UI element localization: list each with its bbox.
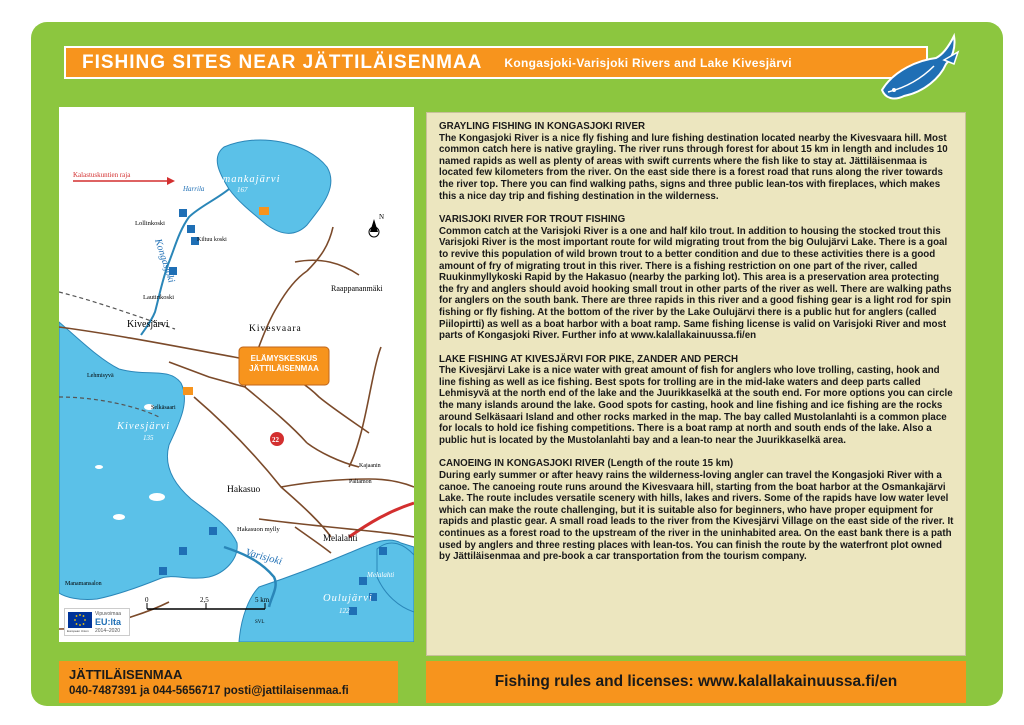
footer-contact-box — [59, 661, 398, 703]
footer-rules-box — [426, 661, 966, 703]
scale-5-label: 5 km — [255, 596, 270, 604]
kongasjoki-label: Kongasjoki — [152, 237, 177, 285]
road-number-label: 22 — [272, 436, 279, 444]
eu-label-1: Vipuvoimaa — [95, 611, 122, 617]
title-bar — [64, 46, 928, 79]
lollinkoski-label: Lollinkoski — [135, 220, 165, 227]
experience-center-line2: JÄTTILÄISENMAA — [249, 364, 319, 373]
eu-flag-caption: European Union — [67, 629, 89, 633]
kivesjarvi-village-label: Kivesjärvi — [127, 319, 169, 330]
manamansalo-label: Manamansalon — [65, 581, 102, 587]
paltamon-label: Paltamon — [349, 479, 372, 485]
eu-years: 2014–2020 — [95, 628, 121, 634]
hakasuo-label: Hakasuo — [227, 485, 261, 495]
fishing-map — [59, 107, 414, 642]
raappananmaki-label: Raappananmäki — [331, 284, 383, 293]
section-heading: CANOEING IN KONGASJOKI RIVER (Length of the route 15 km) — [439, 458, 734, 470]
page-title: FISHING SITES NEAR JÄTTILÄISENMAA — [82, 51, 483, 73]
kajaanin-label: Kajaanin — [359, 463, 381, 469]
section-body: During early summer or after heavy rains the wilderness-loving angler can travel the Kongasjoki River with a canoe. The canoeing route runs around the Kivesvaara hill, starting from the boat harbor at the Osmankajärvi Lake. The route includes versatile scenery with hills, lakes and rivers. Some of the rapids have low water level which can make the route challenging, but it is suitable also for beginners, who have proper equipment for rapids and plastic gear. A small road leads to the river from the Kivesjärvi Village on the east side of the river. It continues as a forest road to the upstream of the river in the uninhabited area. On the east bank there is a path used by anglers and three resting places with lean-tos. You can finish the route by the waterfront plot owned by Jättiläisenmaa and pre-book a car transportation from the tourism company. — [439, 470, 954, 563]
experience-center-line1: ELÄMYSKESKUS — [250, 354, 318, 363]
section-body: The Kongasjoki River is a nice fly fishing and lure fishing destination located nearby the Kivesvaara hill. Most common catch here is native grayling. The river runs through forest for about 15 km in length and includes 10 named rapids as well as plenty of areas with swift currents where the fish like to stay at. Jättiläisenmaa is located few kilometers from the river. On the east side there is a forest road that runs along the river towards the river top. There you can find walking paths, signs and three public lean-tos with fireplaces, which makes this a nice day trip and fishing destination in the wilderness. — [439, 132, 948, 202]
osmankajarvi-elev: 167 — [237, 186, 248, 194]
section-canoeing — [439, 458, 955, 562]
melalahti-bay-label: Melalahti — [367, 571, 395, 579]
kivesvaara-label: Kivesvaara — [249, 324, 302, 334]
fishing-rules-link[interactable]: Fishing rules and licenses: www.kalallakainuussa.fi/en — [494, 673, 898, 690]
info-text-panel — [426, 112, 966, 656]
oulujarvi-elev: 122 — [339, 607, 350, 615]
scale-25-label: 2,5 — [200, 596, 209, 604]
eu-badge — [64, 608, 130, 636]
lautinkoski-label: Lautinkoski — [143, 294, 175, 301]
section-heading: LAKE FISHING AT KIVESJÄRVI FOR PIKE, ZANDER AND PERCH — [439, 353, 739, 365]
kiltuukoski-label: Kiltuu koski — [197, 237, 227, 243]
kivesjarvi-lake-label: Kivesjärvi — [117, 421, 171, 432]
credit-label: SVL — [255, 620, 265, 625]
osmankajarvi-lake — [217, 140, 331, 233]
north-label: N — [379, 213, 385, 221]
section-lake-fishing — [439, 354, 955, 447]
arrow-head-icon — [167, 177, 175, 185]
hakasuon-mylly-label: Hakasuon mylly — [237, 526, 280, 533]
osmankajarvi-label: Osmankajärvi — [209, 174, 281, 185]
oulun-label: Oulun — [65, 317, 80, 323]
melalahti-label: Melalahti — [323, 533, 358, 543]
section-heading: VARISJOKI RIVER FOR TROUT FISHING — [439, 214, 626, 226]
varisjoki-label: Varisjoki — [244, 547, 284, 568]
footer-contact: 040-7487391 ja 044-5656717 posti@jattilaisenmaa.fi — [69, 685, 349, 697]
harrila-label: Harrila — [183, 185, 205, 193]
scale-0-label: 0 — [145, 596, 149, 604]
section-body: The Kivesjärvi Lake is a nice water with great amount of fish for anglers who love trolling, casting, hook and line fishing as well as ice fishing. Best spots for trolling are in the mid-lake waters and deep parts called Lehmisyvä at the north end of the lake and the Juurikkaselkä at the south end. For more options you can circle the many islands around the lake. Good spots for casting, hook and line fishing and ice fishing are the rocks around Selkäsaari Island and other rocks marked in the map. The bay called Mustolanlahti is a common place for locals to hold ice fishing competitions. There is a boat ramp at north and south ends of the lake. Also a public hut is located by the Mustolanlahti bay and a lean-to near the Juurikkaselkä area. — [439, 365, 953, 446]
section-heading: GRAYLING FISHING IN KONGASJOKI RIVER — [439, 121, 646, 132]
eu-flag-icon — [68, 612, 92, 628]
section-grayling — [439, 121, 955, 202]
eu-label-2: EU:lta — [95, 617, 122, 627]
lehmisyva-label: Lehmisyvä — [87, 373, 114, 379]
section-trout — [439, 214, 955, 342]
kivesjarvi-elev: 135 — [143, 434, 154, 442]
fish-logo-icon — [874, 30, 960, 106]
north-arrow-icon — [369, 219, 379, 237]
oulujarvi-label: Oulujärvi — [323, 593, 373, 604]
footer-company-name: JÄTTILÄISENMAA — [69, 667, 183, 682]
selkasaari-label: Selkäsaari — [151, 405, 176, 411]
boundary-label: Kalastuskuntien raja — [73, 171, 131, 179]
section-body: Common catch at the Varisjoki River is a one and half kilo trout. In addition to housing the stocked trout this Varisjoki River is the most important route for wild migrating trout from the big Oulujärvi Lake. There is a goal to revive this population of wild brown trout to a better condition and due to these activities there is a good amount of fry of migrating trout in this river. There is a fishing restriction on one part of the river, called Ruukinmyllykoski Rapid by the Hakasuo (nearby the parking lot). This area is a preservation area protecting the fry and anglers should avoid hooking small trout in other parts of the river as well. There are walking paths for anglers on the south bank. There are three rapids in this river and a good fishing gear is a light rod for spin fishing or fly fishing. At the bottom of the river by the Lake Oulujärvi there is a public hut for anglers (called Piilopirtti) as well as a boat harbor with a boat ramp. Same fishing license is valid on Varisjoki River and most parts of Kongasjoki River. Further info at www.kalallakainuussa.fi/en — [439, 225, 952, 342]
page-subtitle: Kongasjoki-Varisjoki Rivers and Lake Kivesjärvi — [504, 55, 792, 70]
kivesjarvi-lake — [59, 322, 237, 600]
